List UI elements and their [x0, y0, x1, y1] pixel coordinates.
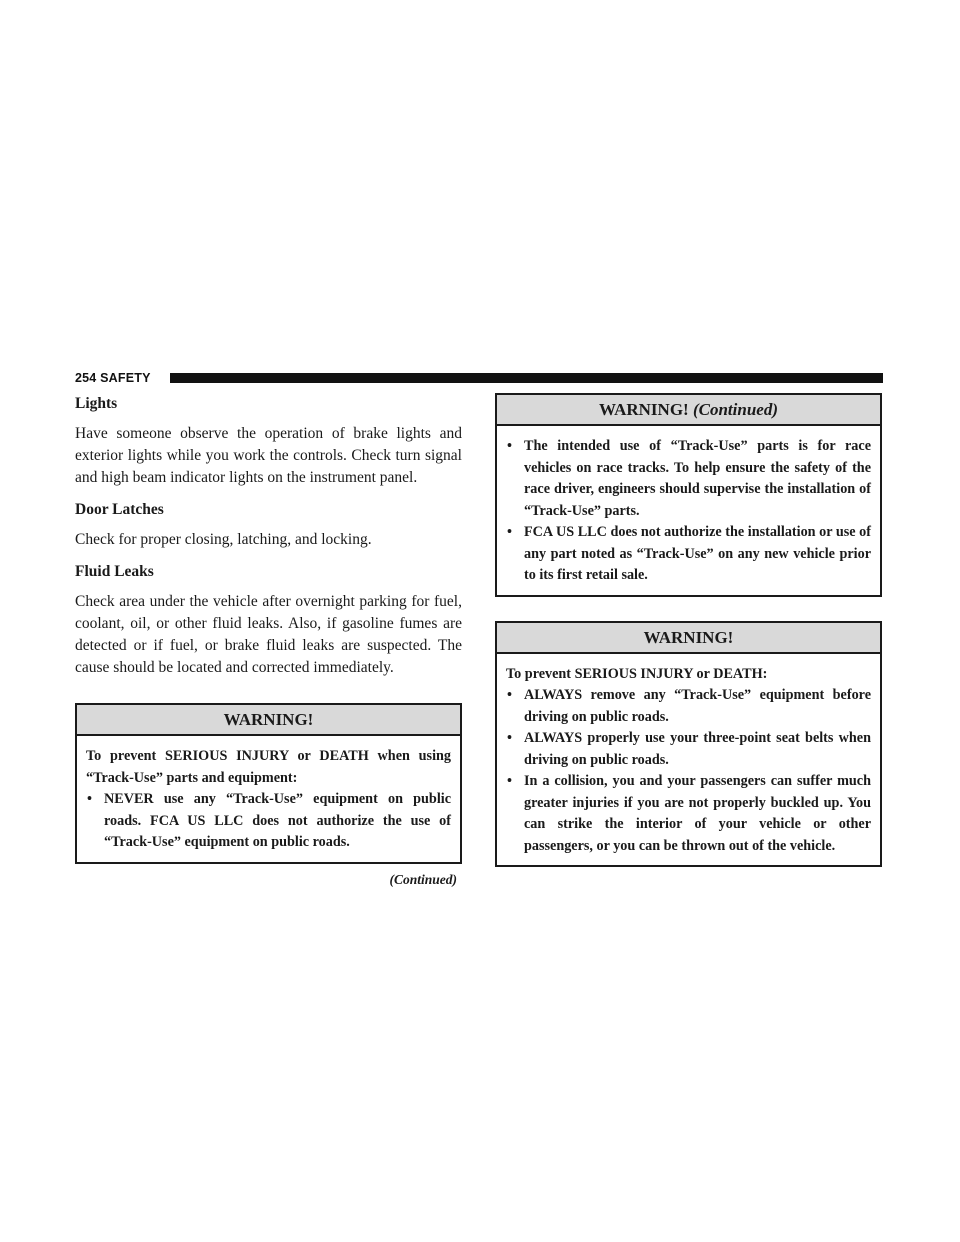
continued-label: (Continued) — [692, 400, 778, 419]
warning-bullet: • The intended use of “Track-Use” parts is for race vehicles on race tracks. To help ensure the safety of the race driver, engineers should supervise the installation of “Track-Use” parts. — [507, 438, 871, 519]
continued-note: (Continued) — [389, 871, 457, 887]
warning-bullet: • In a collision, you and your passengers can suffer much greater injuries if you are not properly buckled up. You can strike the interior of your vehicle or other passengers, or you can be thrown out of the vehicle. — [507, 773, 871, 854]
bullet-icon: • — [507, 524, 512, 540]
bullet-icon: • — [507, 687, 512, 703]
left-column — [75, 393, 462, 888]
page-number-section: 254 SAFETY — [75, 371, 151, 385]
bullet-icon: • — [87, 791, 92, 807]
bullet-icon: • — [507, 438, 512, 454]
warning-title: WARNING! — [497, 623, 880, 654]
bullet-icon: • — [507, 730, 512, 746]
warning-intro: To prevent SERIOUS INJURY or DEATH: — [506, 665, 768, 682]
page-header — [75, 371, 883, 385]
warning-box-continued — [495, 393, 882, 597]
warning-box-serious-injury — [495, 621, 882, 868]
right-column — [495, 393, 882, 867]
warning-intro: To prevent SERIOUS INJURY or DEATH when using “Track-Use” parts and equipment: — [86, 748, 451, 786]
warning-bullet: • FCA US LLC does not authorize the installation or use of any part noted as “Track-Use” on any new vehicle prior to its first retail sale. — [507, 524, 871, 583]
warning-bullet: • ALWAYS properly use your three-point seat belts when driving on public roads. — [507, 730, 871, 768]
heading-fluid-leaks: Fluid Leaks — [75, 563, 154, 580]
heading-door-latches: Door Latches — [75, 501, 164, 518]
warning-box-track-use — [75, 703, 462, 864]
paragraph-lights: Have someone observe the operation of brake lights and exterior lights while you work the controls. Check turn signal and high beam indicator lights on the instrument panel. — [75, 425, 462, 486]
warning-title: WARNING! — [598, 400, 689, 419]
warning-bullet: • NEVER use any “Track-Use” equipment on public roads. FCA US LLC does not authorize the use of “Track-Use” equipment on public roads. — [87, 791, 451, 850]
warning-bullet: • ALWAYS remove any “Track-Use” equipment before driving on public roads. — [507, 687, 871, 725]
header-rule — [170, 373, 883, 383]
warning-title: WARNING! — [77, 705, 460, 736]
bullet-icon: • — [507, 773, 512, 789]
paragraph-door-latches: Check for proper closing, latching, and locking. — [75, 531, 372, 548]
paragraph-fluid-leaks: Check area under the vehicle after overnight parking for fuel, coolant, oil, or other fluid leaks. Also, if gasoline fumes are detected or if fuel, or brake fluid leaks are suspected. The cause should be located and corrected immediately. — [75, 593, 462, 676]
heading-lights: Lights — [75, 395, 118, 412]
warning-title-continued — [497, 395, 880, 426]
